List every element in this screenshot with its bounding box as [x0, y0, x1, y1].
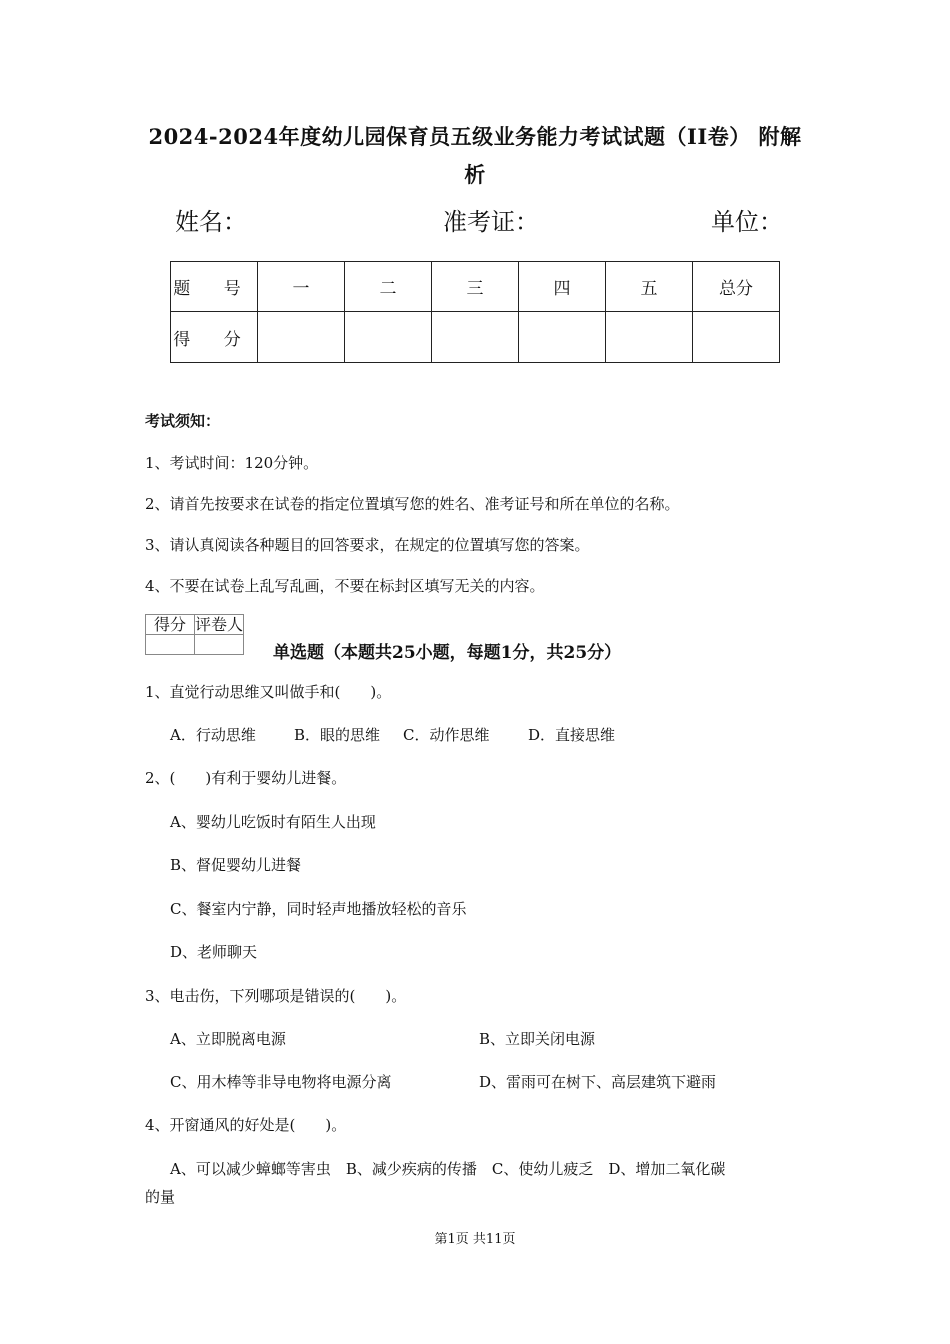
unit-label: 单位：: [711, 208, 783, 236]
grader-score-cell: [146, 635, 195, 655]
score-cell: [345, 312, 432, 363]
name-label: 姓名：: [175, 208, 247, 236]
question-3-option-d: D、雷雨可在树下、高层建筑下避雨: [479, 1073, 717, 1091]
notice-item: 2、请首先按要求在试卷的指定位置填写您的姓名、准考证号和所在单位的名称。: [145, 495, 680, 513]
document-title: [130, 118, 820, 194]
question-4-options: A、可以减少蟑螂等害虫 B、减少疾病的传播 C、使幼儿疲乏 D、增加二氧化碳: [170, 1160, 726, 1178]
score-header-cell: 二: [345, 262, 432, 312]
question-2-option-a: A、婴幼儿吃饭时有陌生人出现: [170, 813, 376, 831]
question-3-stem: 3、电击伤，下列哪项是错误的( )。: [145, 987, 407, 1005]
page-footer: 第1页 共11页: [434, 1232, 516, 1247]
score-cell: [258, 312, 345, 363]
score-table-header-row: [171, 262, 780, 312]
grader-reviewer-label: 评卷人: [195, 615, 244, 634]
question-4-options-continued: 的量: [145, 1188, 176, 1206]
score-header-cell: 五: [606, 262, 693, 312]
title-line-1: 2024-2024年度幼儿园保育员五级业务能力考试试题（II卷） 附解: [148, 124, 802, 149]
question-2-option-d: D、老师聊天: [170, 943, 258, 961]
score-row-label: 得 分: [171, 312, 258, 363]
grader-reviewer-cell: [195, 635, 244, 655]
question-4-stem: 4、开窗通风的好处是( )。: [145, 1116, 347, 1134]
title-line-2: 析: [464, 162, 486, 187]
question-3-option-b: B、立即关闭电源: [479, 1030, 596, 1048]
question-1-option-d: D．直接思维: [528, 726, 616, 744]
question-1-option-a: A．行动思维: [170, 726, 256, 744]
question-3-option-c: C、用木棒等非导电物将电源分离: [170, 1073, 392, 1091]
grader-score-label: 得分: [146, 615, 195, 635]
score-table: [170, 261, 780, 363]
question-1-option-b: B．眼的思维: [294, 726, 381, 744]
score-header-cell: 题 号: [171, 262, 258, 312]
question-1-stem: 1、直觉行动思维又叫做手和( )。: [145, 683, 392, 701]
score-table-value-row: [171, 312, 780, 363]
notice-item: 3、请认真阅读各种题目的回答要求，在规定的位置填写您的答案。: [145, 536, 590, 554]
question-2-option-b: B、督促婴幼儿进餐: [170, 856, 302, 874]
notice-item: 4、不要在试卷上乱写乱画，不要在标封区填写无关的内容。: [145, 577, 545, 595]
score-cell: [519, 312, 606, 363]
score-header-cell: 三: [432, 262, 519, 312]
score-header-cell: 总分: [693, 262, 780, 312]
score-header-cell: 四: [519, 262, 606, 312]
section-title: 单选题（本题共25小题，每题1分，共25分）: [273, 643, 622, 663]
question-2-stem: 2、( )有利于婴幼儿进餐。: [145, 769, 347, 787]
question-3-option-a: A、立即脱离电源: [170, 1030, 286, 1048]
notice-heading: 考试须知：: [145, 412, 221, 430]
score-header-cell: 一: [258, 262, 345, 312]
question-1-option-c: C．动作思维: [403, 726, 490, 744]
notice-item: 1、考试时间：120分钟。: [145, 454, 319, 472]
exam-id-label: 准考证：: [443, 208, 539, 236]
score-cell: [606, 312, 693, 363]
score-cell: [432, 312, 519, 363]
question-2-option-c: C、餐室内宁静，同时轻声地播放轻松的音乐: [170, 900, 467, 918]
grader-box: [145, 614, 244, 655]
score-cell: [693, 312, 780, 363]
